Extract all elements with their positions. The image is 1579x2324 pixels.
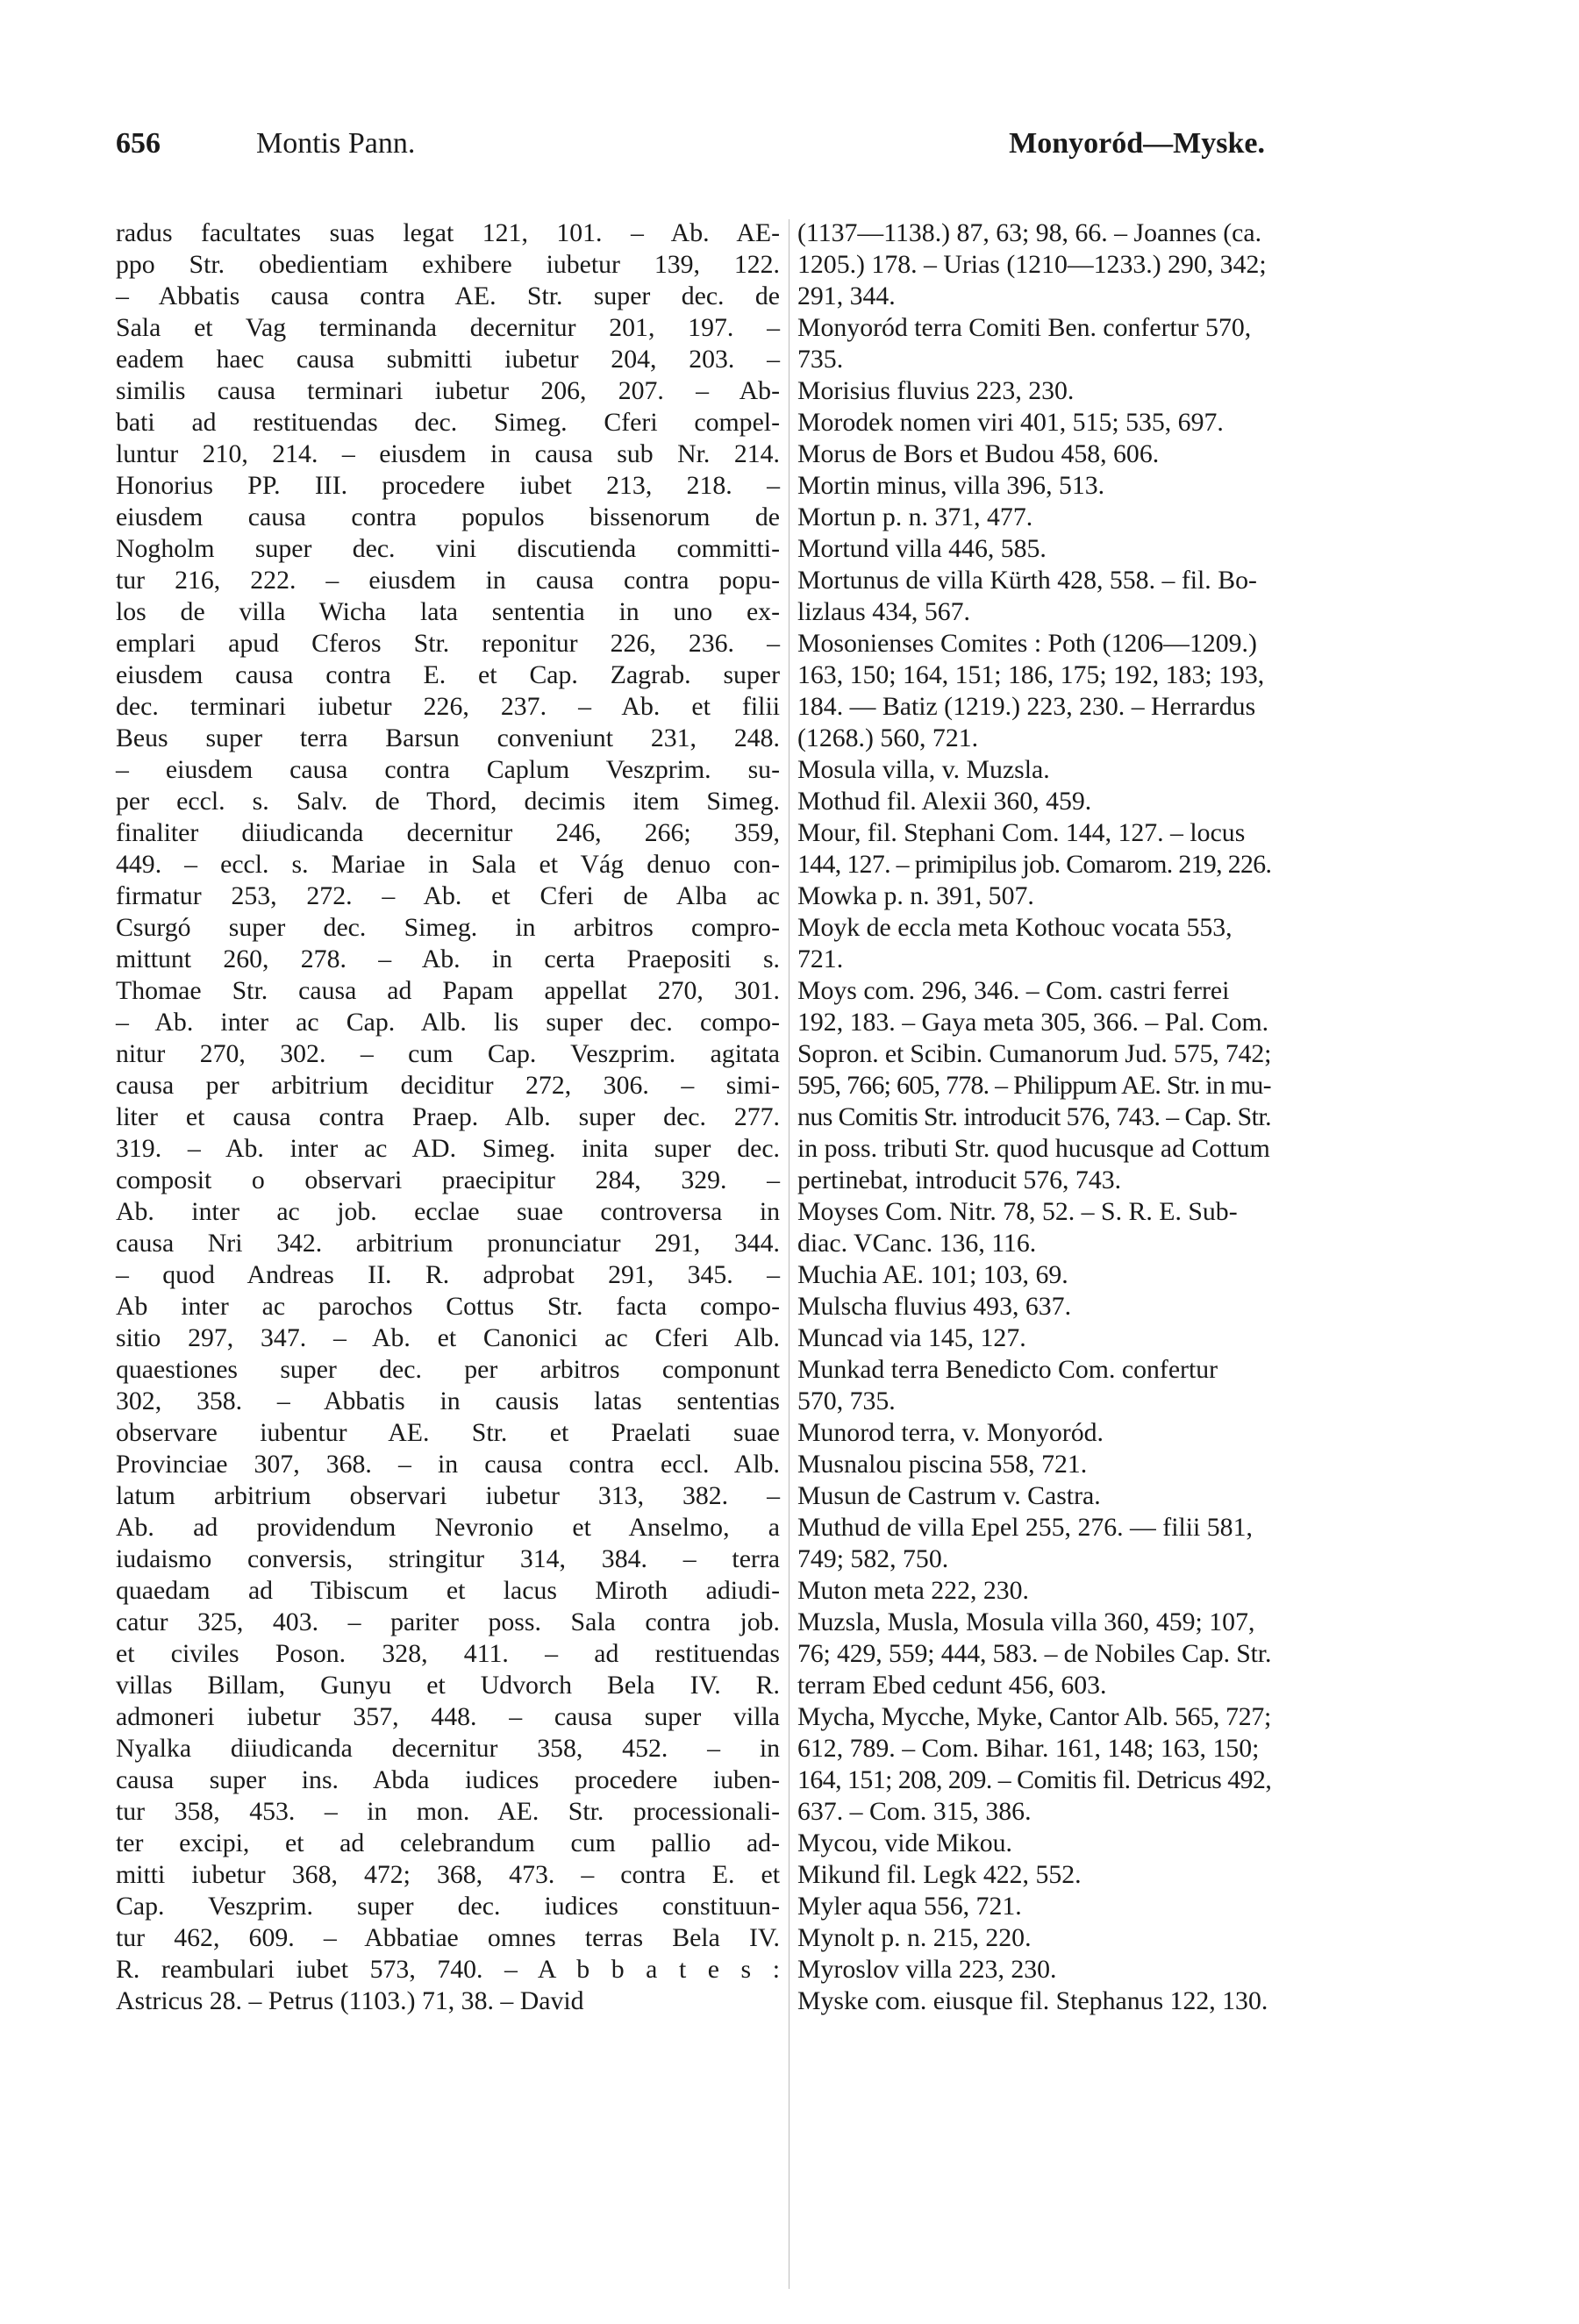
index-line: Beus super terra Barsun conveniunt 231, 248.	[116, 724, 780, 752]
index-line: Mulscha fluvius 493, 637.	[797, 1292, 1072, 1321]
index-line: Mikund fil. Legk 422, 552.	[797, 1860, 1082, 1889]
index-line: 184. — Batiz (1219.) 223, 230. – Herrardus	[797, 692, 1256, 721]
index-line: (1268.) 560, 721.	[797, 724, 979, 752]
index-line: finaliter diiudicanda decernitur 246, 266; 359,	[116, 818, 780, 847]
index-line: Provinciae 307, 368. – in causa contra eccl. Alb.	[116, 1450, 780, 1479]
index-line: 735.	[797, 345, 844, 374]
index-line: eiusdem causa contra E. et Cap. Zagrab. super	[116, 660, 780, 689]
index-line: firmatur 253, 272. – Ab. et Cferi de Alba ac	[116, 881, 780, 910]
running-title-right: Monyoród—Myske.	[1009, 127, 1265, 160]
index-line: emplari apud Cferos Str. reponitur 226, 236. –	[116, 629, 780, 658]
index-line: 319. – Ab. inter ac AD. Simeg. inita super dec.	[116, 1134, 780, 1163]
index-line: Mosula villa, v. Muzsla.	[797, 755, 1050, 784]
index-line: Nogholm super dec. vini discutienda committi-	[116, 534, 780, 563]
index-line: 163, 150; 164, 151; 186, 175; 192, 183; 193,	[797, 660, 1265, 689]
index-line: Nyalka diiudicanda decernitur 358, 452. – in	[116, 1734, 780, 1763]
index-line: terram Ebed cedunt 456, 603.	[797, 1671, 1107, 1700]
index-line: sitio 297, 347. – Ab. et Canonici ac Cferi Alb.	[116, 1323, 780, 1352]
index-line: Mycha, Mycche, Myke, Cantor Alb. 565, 727;	[797, 1702, 1271, 1731]
index-line: nitur 270, 302. – cum Cap. Veszprim. agitata	[116, 1039, 780, 1068]
page-number: 656	[116, 127, 161, 160]
index-line: et civiles Poson. 328, 411. – ad restituendas	[116, 1639, 780, 1668]
index-line: (1137—1138.) 87, 63; 98, 66. – Joannes (ca.	[797, 218, 1262, 247]
index-line: admoneri iubetur 357, 448. – causa super villa	[116, 1702, 780, 1731]
index-line: 164, 151; 208, 209. – Comitis fil. Detricus 492,	[797, 1765, 1272, 1794]
index-line: Ab. inter ac job. ecclae suae controversa in	[116, 1197, 780, 1226]
index-line: ppo Str. obedientiam exhibere iubetur 139, 122.	[116, 250, 780, 279]
index-line: eiusdem causa contra populos bissenorum de	[116, 503, 780, 531]
index-line: villas Billam, Gunyu et Udvorch Bela IV. R.	[116, 1671, 780, 1700]
index-line: Muncad via 145, 127.	[797, 1323, 1026, 1352]
index-line: quaestiones super dec. per arbitros componunt	[116, 1355, 780, 1384]
index-line: Muchia AE. 101; 103, 69.	[797, 1260, 1068, 1289]
index-line: Mortunus de villa Kürth 428, 558. – fil. Bo-	[797, 566, 1257, 595]
index-line: nus Comitis Str. introducit 576, 743. – Cap. Str.	[797, 1102, 1272, 1131]
index-line: 76; 429, 559; 444, 583. – de Nobiles Cap. Str.	[797, 1639, 1272, 1668]
index-line: similis causa terminari iubetur 206, 207. – Ab-	[116, 376, 780, 405]
index-line: Mour, fil. Stephani Com. 144, 127. – locus	[797, 818, 1246, 847]
index-line: tur 462, 609. – Abbatiae omnes terras Bela IV.	[116, 1923, 780, 1952]
index-line: tur 216, 222. – eiusdem in causa contra popu-	[116, 566, 780, 595]
index-line: liter et causa contra Praep. Alb. super dec. 277.	[116, 1102, 780, 1131]
index-line: quaedam ad Tibiscum et lacus Miroth adiudi-	[116, 1576, 780, 1605]
index-line: Myske com. eiusque fil. Stephanus 122, 130.	[797, 1986, 1268, 2015]
index-line: causa super ins. Abda iudices procedere iuben-	[116, 1765, 780, 1794]
index-line: 449. – eccl. s. Mariae in Sala et Vág denuo con-	[116, 850, 780, 879]
index-line: Monyoród terra Comiti Ben. confertur 570,	[797, 313, 1252, 342]
index-line: Mycou, vide Mikou.	[797, 1829, 1012, 1857]
index-line: Cap. Veszprim. super dec. iudices constituun-	[116, 1892, 780, 1921]
index-line: Mortin minus, villa 396, 513.	[797, 471, 1105, 500]
index-line: pertinebat, introducit 576, 743.	[797, 1166, 1122, 1194]
index-line: bati ad restituendas dec. Simeg. Cferi compel-	[116, 408, 780, 437]
index-line: Moys com. 296, 346. – Com. castri ferrei	[797, 976, 1230, 1005]
index-line: Myroslov villa 223, 230.	[797, 1955, 1057, 1984]
index-line: diac. VCanc. 136, 116.	[797, 1229, 1037, 1258]
index-line: – quod Andreas II. R. adprobat 291, 345. –	[116, 1260, 780, 1289]
index-line: eadem haec causa submitti iubetur 204, 203. –	[116, 345, 780, 374]
index-line: Morus de Bors et Budou 458, 606.	[797, 439, 1160, 468]
index-line: 144, 127. – primipilus job. Comarom. 219, 226.	[797, 850, 1272, 879]
index-line: Muzsla, Musla, Mosula villa 360, 459; 107,	[797, 1608, 1255, 1636]
index-line: Myler aqua 556, 721.	[797, 1892, 1022, 1921]
index-line: radus facultates suas legat 121, 101. – Ab. AE-	[116, 218, 780, 247]
index-line: los de villa Wicha lata sententia in uno ex-	[116, 597, 780, 626]
index-line: Csurgó super dec. Simeg. in arbitros compro-	[116, 913, 780, 942]
index-line: composit o observari praecipitur 284, 329. –	[116, 1166, 780, 1194]
index-line: per eccl. s. Salv. de Thord, decimis item Simeg.	[116, 787, 780, 816]
index-line: Sopron. et Scibin. Cumanorum Jud. 575, 742;	[797, 1039, 1272, 1068]
index-line: 291, 344.	[797, 282, 896, 310]
index-line: Munorod terra, v. Monyoród.	[797, 1418, 1104, 1447]
index-line: Morisius fluvius 223, 230.	[797, 376, 1075, 405]
index-line: 721.	[797, 945, 844, 973]
index-line: Moyk de eccla meta Kothouc vocata 553,	[797, 913, 1232, 942]
index-line: Moyses Com. Nitr. 78, 52. – S. R. E. Sub-	[797, 1197, 1238, 1226]
index-line: ter excipi, et ad celebrandum cum pallio ad-	[116, 1829, 780, 1857]
index-line: tur 358, 453. – in mon. AE. Str. processionali-	[116, 1797, 780, 1826]
index-line: Ab inter ac parochos Cottus Str. facta compo-	[116, 1292, 780, 1321]
index-line: Mortund villa 446, 585.	[797, 534, 1047, 563]
index-line: in poss. tributi Str. quod hucusque ad Cottum	[797, 1134, 1270, 1163]
index-line: Thomae Str. causa ad Papam appellat 270, 301.	[116, 976, 780, 1005]
index-line: 570, 735.	[797, 1387, 896, 1415]
index-line: Honorius PP. III. procedere iubet 213, 218. –	[116, 471, 780, 500]
index-line: Musnalou piscina 558, 721.	[797, 1450, 1088, 1479]
index-line: 1205.) 178. – Urias (1210—1233.) 290, 342;	[797, 250, 1267, 279]
index-line: Muthud de villa Epel 255, 276. — filii 581,	[797, 1513, 1253, 1542]
index-line: Ab. ad providendum Nevronio et Anselmo, a	[116, 1513, 780, 1542]
index-line: causa per arbitrium deciditur 272, 306. – simi-	[116, 1071, 780, 1100]
index-line: – Abbatis causa contra AE. Str. super dec. de	[116, 282, 780, 310]
index-line: lizlaus 434, 567.	[797, 597, 970, 626]
index-line: 637. – Com. 315, 386.	[797, 1797, 1032, 1826]
index-line: observare iubentur AE. Str. et Praelati suae	[116, 1418, 780, 1447]
index-line: iudaismo conversis, stringitur 314, 384. – terra	[116, 1544, 780, 1573]
index-line: 302, 358. – Abbatis in causis latas sententias	[116, 1387, 780, 1415]
index-line: Muton meta 222, 230.	[797, 1576, 1030, 1605]
index-line: 192, 183. – Gaya meta 305, 366. – Pal. Com.	[797, 1008, 1269, 1037]
index-line: Mosonienses Comites : Poth (1206—1209.)	[797, 629, 1257, 658]
index-line: Sala et Vag terminanda decernitur 201, 197. –	[116, 313, 780, 342]
index-line: 612, 789. – Com. Bihar. 161, 148; 163, 150;	[797, 1734, 1260, 1763]
index-line: 749; 582, 750.	[797, 1544, 949, 1573]
index-line: Munkad terra Benedicto Com. confertur	[797, 1355, 1218, 1384]
index-line: dec. terminari iubetur 226, 237. – Ab. et filii	[116, 692, 780, 721]
index-line: causa Nri 342. arbitrium pronunciatur 291, 344.	[116, 1229, 780, 1258]
index-line: R. reambulari iubet 573, 740. – A b b a t e s :	[116, 1955, 780, 1984]
index-line: Astricus 28. – Petrus (1103.) 71, 38. – David	[116, 1986, 584, 2015]
index-line: 595, 766; 605, 778. – Philippum AE. Str. in mu-	[797, 1071, 1271, 1100]
running-title-left: Montis Pann.	[256, 127, 416, 160]
page-header	[116, 127, 1265, 171]
index-line: luntur 210, 214. – eiusdem in causa sub Nr. 214.	[116, 439, 780, 468]
index-line: Mothud fil. Alexii 360, 459.	[797, 787, 1092, 816]
index-line: catur 325, 403. – pariter poss. Sala contra job.	[116, 1608, 780, 1636]
index-line: Mowka p. n. 391, 507.	[797, 881, 1034, 910]
index-line: Mortun p. n. 371, 477.	[797, 503, 1033, 531]
left-column	[116, 217, 780, 2017]
right-column	[797, 217, 1271, 2017]
index-line: Morodek nomen viri 401, 515; 535, 697.	[797, 408, 1224, 437]
index-line: mitti iubetur 368, 472; 368, 473. – contra E. et	[116, 1860, 780, 1889]
index-line: Musun de Castrum v. Castra.	[797, 1481, 1101, 1510]
index-line: mittunt 260, 278. – Ab. in certa Praepositi s.	[116, 945, 780, 973]
index-line: – eiusdem causa contra Caplum Veszprim. su-	[116, 755, 780, 784]
column-divider	[789, 219, 790, 2289]
index-line: – Ab. inter ac Cap. Alb. lis super dec. compo-	[116, 1008, 780, 1037]
index-line: latum arbitrium observari iubetur 313, 382. –	[116, 1481, 780, 1510]
index-line: Mynolt p. n. 215, 220.	[797, 1923, 1032, 1952]
